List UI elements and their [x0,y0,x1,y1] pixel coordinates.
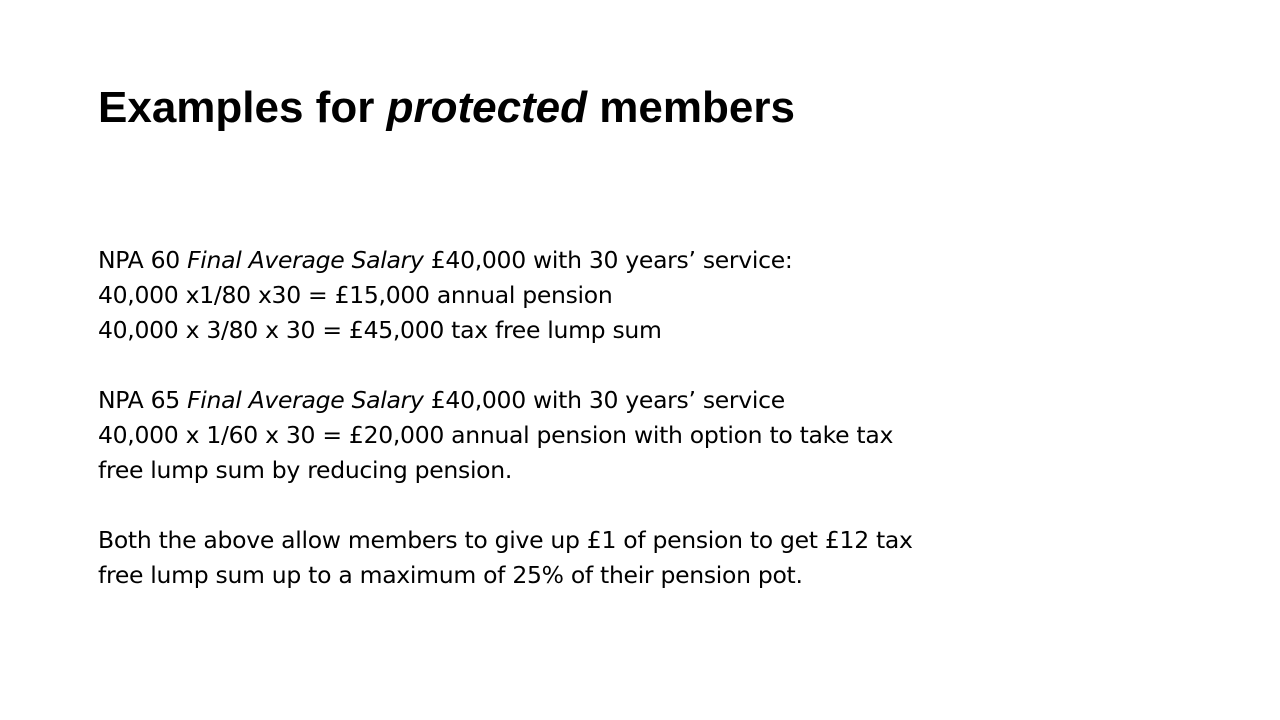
npa65-heading [98,383,1198,418]
example-npa60 [98,243,1198,348]
npa60-prefix: NPA 60 [98,246,188,274]
title-text-before: Examples for [98,83,387,132]
commutation-note [98,523,1198,593]
commutation-line-1: Both the above allow members to give up £1 of pension to get £12 tax [98,526,913,554]
title-emphasis: protected [386,83,588,132]
npa65-suffix: £40,000 with 30 years’ service [423,386,785,414]
npa65-italic-label: Final Average Salary [187,386,424,414]
spacer [98,488,1198,523]
title-text-after: members [587,83,795,132]
example-npa65 [98,383,1198,488]
npa60-lump-sum-calc: 40,000 x 3/80 x 30 = £45,000 tax free lump sum [98,316,662,344]
npa65-lump-sum-note: free lump sum by reducing pension. [98,456,513,484]
slide-title [98,78,795,138]
npa65-pension-calc: 40,000 x 1/60 x 30 = £20,000 annual pension with option to take tax [98,421,894,449]
slide-body [98,243,1198,593]
spacer [98,348,1198,383]
npa60-pension-calc: 40,000 x1/80 x30 = £15,000 annual pension [98,281,613,309]
npa60-suffix: £40,000 with 30 years’ service: [423,246,793,274]
npa65-prefix: NPA 65 [98,386,188,414]
npa60-italic-label: Final Average Salary [187,246,424,274]
commutation-line-2: free lump sum up to a maximum of 25% of their pension pot. [98,561,803,589]
npa60-heading [98,243,1198,278]
